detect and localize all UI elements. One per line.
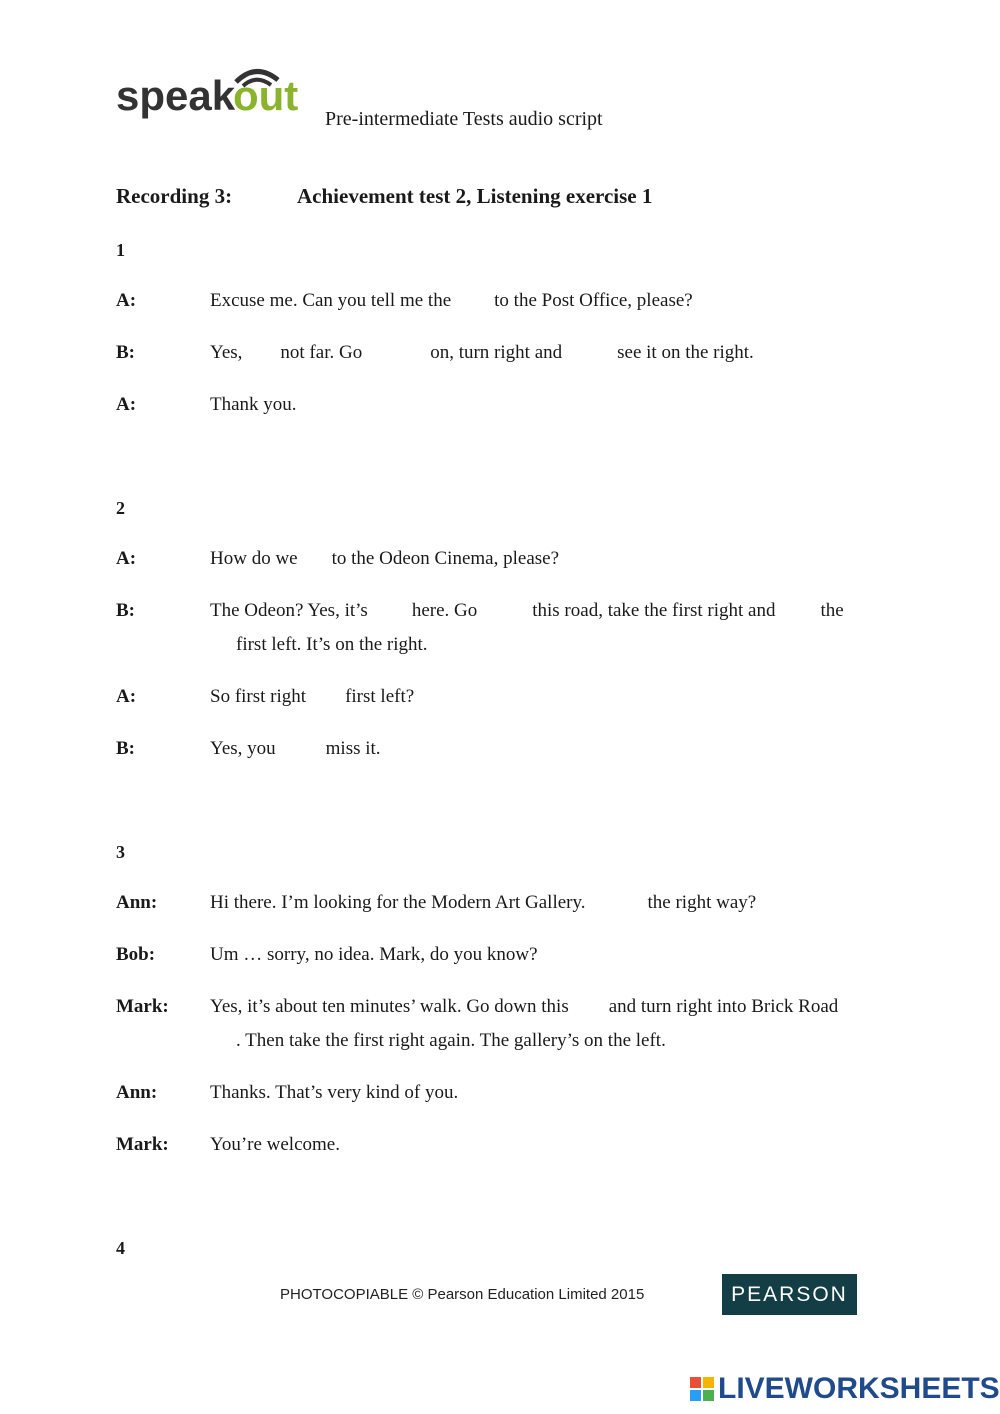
dialogue-line-continuation: . Then take the first right again. The gallery’s on the left. [236,1030,666,1051]
pearson-logo: PEARSON [722,1274,857,1315]
answer-gap[interactable] [775,602,820,616]
line-text: not far. Go [280,342,363,363]
speaker-label: Ann: [116,892,158,913]
svg-text:out: out [233,72,299,119]
answer-gap[interactable] [477,602,532,616]
answer-gap[interactable] [362,344,430,358]
line-text: Yes, [210,342,243,363]
speaker-label: Mark: [116,1134,169,1155]
answer-gap[interactable] [298,550,332,564]
answer-gap[interactable] [562,344,617,358]
recording-title: Achievement test 2, Listening exercise 1 [297,184,653,208]
dialogue-number: 2 [116,498,125,518]
dialogue-line [210,686,414,708]
document-subtitle: Pre-intermediate Tests audio script [325,108,603,130]
answer-gap[interactable] [569,998,609,1012]
line-text: How do we [210,548,298,569]
line-text: the right way? [647,892,757,913]
liveworksheets-watermark [690,1372,1000,1406]
line-text: this road, take the first right and [532,600,776,621]
speaker-label: A: [116,686,137,707]
dialogue-line [210,1134,340,1156]
dialogue-line [210,892,756,914]
dialogue-number: 1 [116,240,125,260]
line-text: Yes, you [210,738,276,759]
line-text: Thank you. [210,394,297,415]
dialogue-line [210,600,844,622]
copyright-notice: PHOTOCOPIABLE © Pearson Education Limited 2015 [280,1286,645,1303]
line-text: here. Go [411,600,478,621]
dialogue-line [210,342,754,364]
speaker-label: Bob: [116,944,156,965]
line-text: Thanks. That’s very kind of you. [210,1082,459,1103]
liveworksheets-icon [690,1377,714,1401]
dialogue-line [210,1082,458,1104]
line-text: You’re welcome. [210,1134,340,1155]
dialogue-line [210,290,693,312]
speakout-logo [116,64,316,129]
dialogue-number: 3 [116,842,125,862]
line-text: The Odeon? Yes, it’s [210,600,368,621]
line-text: to the Post Office, please? [494,290,693,311]
liveworksheets-text: LIVEWORKSHEETS [718,1372,1000,1405]
answer-gap[interactable] [276,740,326,754]
speaker-label: B: [116,342,135,363]
dialogue-line [210,944,538,966]
answer-gap[interactable] [586,894,648,908]
dialogue-line [210,548,559,570]
line-text: see it on the right. [617,342,754,363]
speaker-label: A: [116,394,137,415]
answer-gap[interactable] [306,688,345,702]
recording-label: Recording 3: [116,184,233,208]
line-text: to the Odeon Cinema, please? [331,548,560,569]
speaker-label: Ann: [116,1082,158,1103]
answer-gap[interactable] [242,344,280,358]
answer-gap[interactable] [368,602,412,616]
line-text: on, turn right and [430,342,563,363]
line-text: Um … sorry, no idea. Mark, do you know? [210,944,538,965]
line-text: first left? [345,686,415,707]
line-text: miss it. [325,738,381,759]
dialogue-number: 4 [116,1238,125,1258]
speaker-label: B: [116,600,135,621]
line-text: and turn right into Brick Road [608,996,839,1017]
dialogue-line [210,996,838,1018]
dialogue-line [210,738,381,760]
dialogue-line-continuation: first left. It’s on the right. [236,634,428,655]
speaker-label: A: [116,548,137,569]
line-text: the [820,600,844,621]
speaker-label: Mark: [116,996,169,1017]
svg-text:speak: speak [116,72,236,119]
speaker-label: A: [116,290,137,311]
line-text: Excuse me. Can you tell me the [210,290,452,311]
dialogue-line [210,394,297,416]
answer-gap[interactable] [451,292,494,306]
line-text: So first right [210,686,307,707]
speaker-label: B: [116,738,135,759]
line-text: Hi there. I’m looking for the Modern Art Gallery. [210,892,586,913]
line-text: Yes, it’s about ten minutes’ walk. Go down this [210,996,569,1017]
